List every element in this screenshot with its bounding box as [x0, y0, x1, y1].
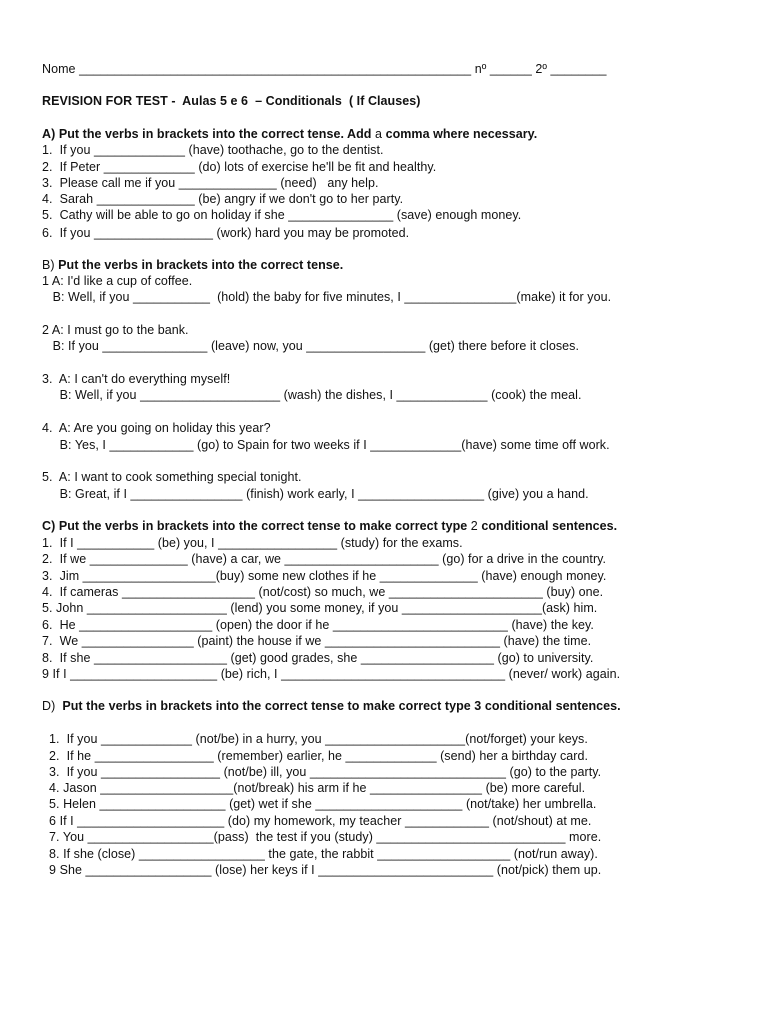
section-d-item: 9 She __________________ (lose) her keys if I _________________________ (not/pick) them up. [42, 863, 602, 877]
section-b-instruction: B) Put the verbs in brackets into the correct tense. [42, 258, 344, 272]
section-b-dialogue-a: 3. A: I can't do everything myself! [42, 372, 231, 386]
section-a-item: 5. Cathy will be able to go on holiday if she _______________ (save) enough money. [42, 208, 522, 222]
section-a-item: 1. If you _____________ (have) toothache, go to the dentist. [42, 143, 384, 157]
section-d-item: 5. Helen __________________ (get) wet if she _____________________ (not/take) her umbrella. [42, 797, 597, 811]
section-d-item: 2. If he _________________ (remember) earlier, he _____________ (send) her a birthday card. [42, 749, 589, 763]
section-b-dialogue-a: 2 A: I must go to the bank. [42, 323, 189, 337]
section-c-item: 1. If I ___________ (be) you, I _________________ (study) for the exams. [42, 536, 463, 550]
section-b-dialogue-b: B: Great, if I ________________ (finish) work early, I __________________ (give) you a hand. [42, 487, 589, 501]
section-d-instruction: D) Put the verbs in brackets into the correct tense to make correct type 3 conditional sentences. [42, 699, 621, 713]
section-c-item: 7. We ________________ (paint) the house if we _________________________ (have) the time. [42, 634, 592, 648]
section-b-dialogue-b: B: Yes, I ____________ (go) to Spain for two weeks if I _____________(have) some time off work. [42, 438, 610, 452]
section-c-item: 6. He ___________________ (open) the door if he _________________________ (have) the key. [42, 618, 594, 632]
section-d-item: 1. If you _____________ (not/be) in a hurry, you ____________________(not/forget) your keys. [42, 732, 588, 746]
section-c-item: 9 If I _____________________ (be) rich, I ________________________________ (never/ work) again. [42, 667, 621, 681]
section-d-item: 6 If I _____________________ (do) my homework, my teacher ____________ (not/shout) at me. [42, 814, 592, 828]
worksheet-title: REVISION FOR TEST - Aulas 5 e 6 – Conditionals ( If Clauses) [42, 94, 421, 108]
section-c-item: 8. If she ___________________ (get) good grades, she ___________________ (go) to university. [42, 651, 594, 665]
section-d-item: 4. Jason ___________________(not/break) his arm if he ________________ (be) more careful. [42, 781, 586, 795]
section-a-instruction: A) Put the verbs in brackets into the correct tense. Add a comma where necessary. [42, 127, 538, 141]
section-d-item: 7. You __________________(pass) the test if you (study) ___________________________ more. [42, 830, 602, 844]
section-c-item: 4. If cameras ___________________ (not/cost) so much, we ______________________ (buy) one. [42, 585, 604, 599]
section-b-dialogue-a: 4. A: Are you going on holiday this year? [42, 421, 271, 435]
section-b-dialogue-b: B: If you _______________ (leave) now, you _________________ (get) there before it closes. [42, 339, 579, 353]
section-c-item: 5. John ____________________ (lend) you some money, if you ____________________(ask) him. [42, 601, 598, 615]
section-c-item: 3. Jim ___________________(buy) some new clothes if he ______________ (have) enough money. [42, 569, 607, 583]
section-c-item: 2. If we ______________ (have) a car, we ______________________ (go) for a drive in the country. [42, 552, 607, 566]
section-c-instruction: C) Put the verbs in brackets into the correct tense to make correct type 2 conditional sentences. [42, 519, 618, 533]
section-a-item: 2. If Peter _____________ (do) lots of exercise he'll be fit and healthy. [42, 160, 437, 174]
section-b-dialogue-b: B: Well, if you ___________ (hold) the baby for five minutes, I ________________(make) it for you. [42, 290, 612, 304]
section-a-item: 4. Sarah ______________ (be) angry if we don't go to her party. [42, 192, 404, 206]
section-a-item: 6. If you _________________ (work) hard you may be promoted. [42, 226, 410, 240]
name-line: Nome ________________________________________________________ nº ______ 2º ________ [42, 62, 607, 76]
section-b-dialogue-b: B: Well, if you ____________________ (wash) the dishes, I _____________ (cook) the meal. [42, 388, 582, 402]
section-b-dialogue-a: 1 A: I'd like a cup of coffee. [42, 274, 193, 288]
section-d-item: 8. If she (close) __________________ the gate, the rabbit ___________________ (not/run away). [42, 847, 598, 861]
section-a-item: 3. Please call me if you ______________ (need) any help. [42, 176, 379, 190]
section-d-item: 3. If you _________________ (not/be) ill, you ____________________________ (go) to the party. [42, 765, 602, 779]
section-b-dialogue-a: 5. A: I want to cook something special tonight. [42, 470, 302, 484]
